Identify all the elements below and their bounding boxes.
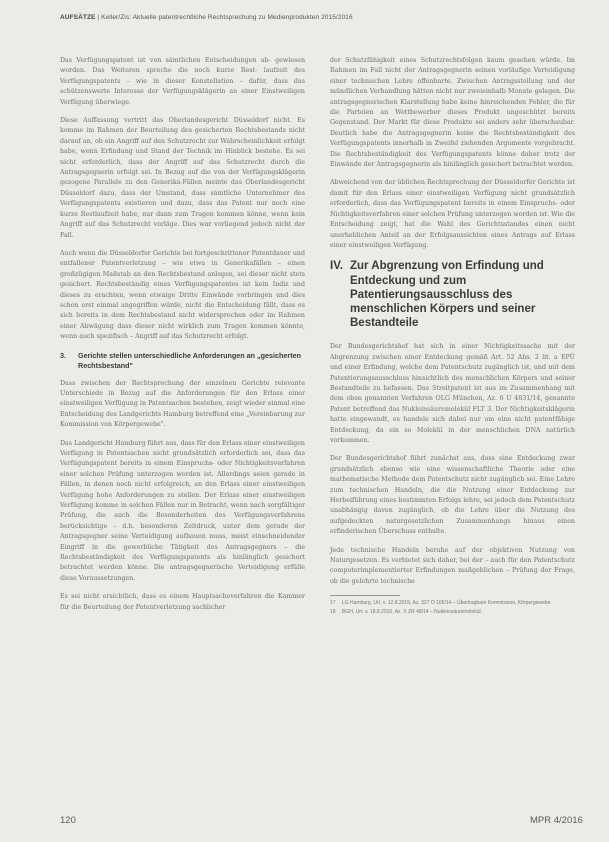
paragraph: Diese Auffassung vertritt das Oberlandesgericht Düsseldorf nicht. Es komme im Rahmen der Beurteilung des gesicherten Rechtsbestands nicht darauf an, ob ein Angriff auf den Schutzrecht zur Wahrscheinlichkeit erfolgt habe, wenn Erfindung und Stand der Technik im Hinblick bestehe. Es sei nicht erforderlich, dass der Angriff auf das Schutzrecht durch die Antragsgegnerin erfolgt sei. In Bezug auf die von der Verfügungsklägerin gezogene Parallele zu den Generika-Fällen meinte das Oberlandesgericht Düsseldorf dazu, dass der Umstand, dass sämtliche Unternehmer des Verfügungspatents existieren und dazu, dass das Patent nur noch eine kurze Restlaufzeit habe, nur dann zum Tragen kommen könne, wenn kein Angriff auf das Schutzrecht vorläge. Dies war vorliegend jedoch nicht der Fall.: [60, 117, 305, 239]
paragraph: Abweichend von der üblichen Rechtsprechung der Düsseldorfer Gerichte ist damit für den Erlass einer einstweiligen Verfügung nicht grundsätzlich erforderlich, dass das Verfügungspatent bereits in einem Einspruchs- oder Nichtigkeitsverfahren einer solchen Prüfung unterzogen worden ist. Wie die Entscheidung zeigt, hat die Wahl des Gerichtsstandes einen nicht unerheblichen Anteil an der Erfolgsaussichten eines Antrags auf Erlass einer einstweiligen Verfügung.: [330, 179, 575, 249]
paragraph: Auch wenn die Düsseldorfer Gerichte bei fortgeschrittener Patentdauer und entfallener Patentverletzung – wie etwa in Generikafällen – einen großzügigen Maßstab an den Rechtsbestand anlegen, sei dieser nicht stets gesichert. Rechtsbeständig eines Verfügungspatentes ist kein Indiz und dieses zu erachten, wenn etwaige Dritte Einwände vorbringen und dies schon erst einmal angegriffen würde, nicht die Entscheidung fällt, dass es sich bereits in dem Rechtsbestand nicht widersprechen oder im Rahmen einer Abwägung dass dieser nicht wirklich zum Tragen kommen könnte, wenn auch spezifisch – Angriff auf das Schutzrecht erfolgt.: [60, 249, 305, 341]
section-heading: [60, 351, 305, 371]
footnote-text: LG Hamburg, Urt. v. 12.8.2015, Az. 327 O 105/14 – Übertragbare Kommission, Körpergewebe.: [342, 600, 552, 607]
paragraph: Der Bundesgerichtshof hat sich in einer Nichtigkeitssache mit der Abgrenzung zwischen einer Entdeckung gemäß Art. 52 Abs. 2 lit. a EPÜ und einer Erfindung, welche dem Patentschutz zugänglich ist, und mit dem Patentierungsausschluss hinsichtlich des menschlichen Körpers und seiner Bestandteile zu befassen. Das Streitpatent ist aus im Zusammenhang mit dem oben genannten Verfahren OLG München, Az. 6 U 4831/14, genannte Patent betreffend das Nukleinsäuremolekül FLT 3. Der Nichtigkeitsklägerin hatte eingewandt, es handele sich dabei nur um eine nicht patentfähige Entdeckung, da ein so Molekül in der menschlichen DNA natürlich vorkommen.: [330, 343, 575, 444]
footnote-number: 18: [330, 609, 336, 616]
paragraph: Das Verfügungspatent ist von sämtlichen Entscheidungen ab- gewiesen worden. Das Weiteren spreche die noch kurze Rest- laufzeit des Verfügungspatents – wie in dieser Konstellation – dafür, dass das schützenswerte Interesse der Verfügungsklägerin an einer Einstweiligen Verfügung überwiege.: [60, 57, 305, 106]
left-column: [60, 56, 305, 621]
section-heading-title: Gerichte stellen unterschiedliche Anforderungen an „gesicherten Rechtsbestand": [78, 350, 301, 370]
journal-issue: MPR 4/2016: [530, 815, 583, 826]
footnote-number: 17: [330, 600, 336, 607]
chapter-heading-title: Zur Abgrenzung von Erfindung und Entdeckung und zum Patentierungsausschluss des menschlichen Körpers und seiner Bestandteile: [350, 260, 544, 330]
header-separator: |: [97, 14, 100, 21]
paragraph: Jede technische Handeln beruhe auf der objektiven Nutzung von Naturgesetzen. Es verbietet sich daher, bei der – auch für den Patentschutz computerimplementierter Erfindungen maßgeblichen – Prüfung der Frage, ob die gelehrte technische: [330, 546, 575, 585]
right-column: [330, 56, 575, 618]
chapter-heading: [330, 259, 575, 330]
paragraph: Das Landgericht Hamburg führt aus, dass für den Erlass einer einstweiligen Verfügung in Patentsachen nicht grundsätzlich erforderlich sei, dass das Verfügungspatent bereits in einem Einspruchs- oder Nichtigkeitsverfahren einer solchen Prüfung unterzogen worden ist. Allerdings seien gerade in Fällen, in denen noch nicht erfolgreich, an den Erlass einer einstweiligen Verfügung hohe Anforderungen zu stellen. Der Erlass einer einstweiligen Verfügung komme in solchen Fällen nur in Betracht, wenn nach sorgfältiger Prüfung, die auch die Besonderheiten des Verfügungsverfahrens berücksichtige – d.h. besonderen Zeitdruck, unter dem gerade der Antragsgegner seine Verteidigung aufbauen muss, meist einschneidender Eingriff in die gewerbliche Tätigkeit des Antragsgegners – die Rechtsbeständigkeit des Verfügungspatents als hinlänglich gesichert betrachtet werden könne. Die antragsgegnerische Verteidigung erfülle diese Voraussetzungen.: [60, 439, 305, 582]
paragraph: Es sei nicht ersichtlich, dass es einem Hauptsacheverfahren die Kammer für die Beurteilung der Patentverletzung sachlicher: [60, 593, 305, 611]
header-section: AUFSÄTZE: [60, 14, 96, 21]
chapter-heading-number: IV.: [330, 260, 344, 273]
paragraph: Der Bundesgerichtshof führt zunächst aus, dass eine Entdeckung zwar grundsätzlich ebenso wie eine wissenschaftliche Theorie oder eine mathematische Methode dem Patentschutz nicht zugänglich sei. Eine Lehre zum technischen Handeln, die die Nutzung einer Entdeckung zur Herbeiführung eines bestimmten Erfolgs lehre, sei jedoch dem Patentschutz unabhängig davon zugänglich, ob die Lehre über die Nutzung des aufgedeckten naturgesetzlichen Zusammenhangs hinaus einen erfinderischen Überschuss enthalte.: [330, 455, 575, 536]
paragraph: der Schutzfähigkeit eines Schutzrechtsfolgen kaum gesehen würde. Im Rahmen im Fall nicht der Antragsgegnerin seinen vorläufige Verteidigung einer technischen Lehre offenbarte. Zwischen Antragsstellung und der mündlichen Verhandlung hätten nicht nur zweieinhalb Monate gelegen. Die antragsgegnerischen Klarstellung habe keine hinreichenden Fehler, die für die Parteien an Wettbewerber dieses Produkt ungeschützt bereits Gegenstand. Der Markt für diese Produkte sei anders sehr überschaubar. Deutlich habe die Antragsgegnerin keine die Rechtsbeständigkeit des Verfügungspatents innerhalb in Zweifel ziehenden Argumente vorgebracht. Die Rechtsbeständigkeit des Verfügungspatents könne daher trotz der Einwände der Antragsgegnerin als hinlänglich gesichert betrachtet werden.: [330, 57, 575, 169]
footnote-divider: [330, 595, 400, 596]
page-number: 120: [60, 815, 76, 826]
footnote: [330, 600, 575, 607]
footnote: [330, 609, 575, 616]
section-heading-number: 3.: [60, 350, 66, 360]
footnote-text: BGH, Urt. v. 18.8.2016, Az. X ZR 48/14 – Nukleinsäuremolekül.: [342, 609, 482, 616]
running-header: [60, 14, 580, 21]
header-title: Keller/Zis: Aktuelle patentrechtliche Rechtsprechung zu Medienprodukten 2015/2016: [101, 14, 353, 21]
paragraph: Dass zwischen der Rechtsprechung der einzelnen Gerichte relevante Unterschiede in Bezug auf die Anforderungen für den Erlass einer einstweiligen Verfügung in Patentsachen bestehen, zeigt wieder einmal eine Entscheidung des Landgerichts Hamburg betreffend eine „Vereinbarung zur Kommission von Körpergewebe".: [60, 379, 305, 429]
